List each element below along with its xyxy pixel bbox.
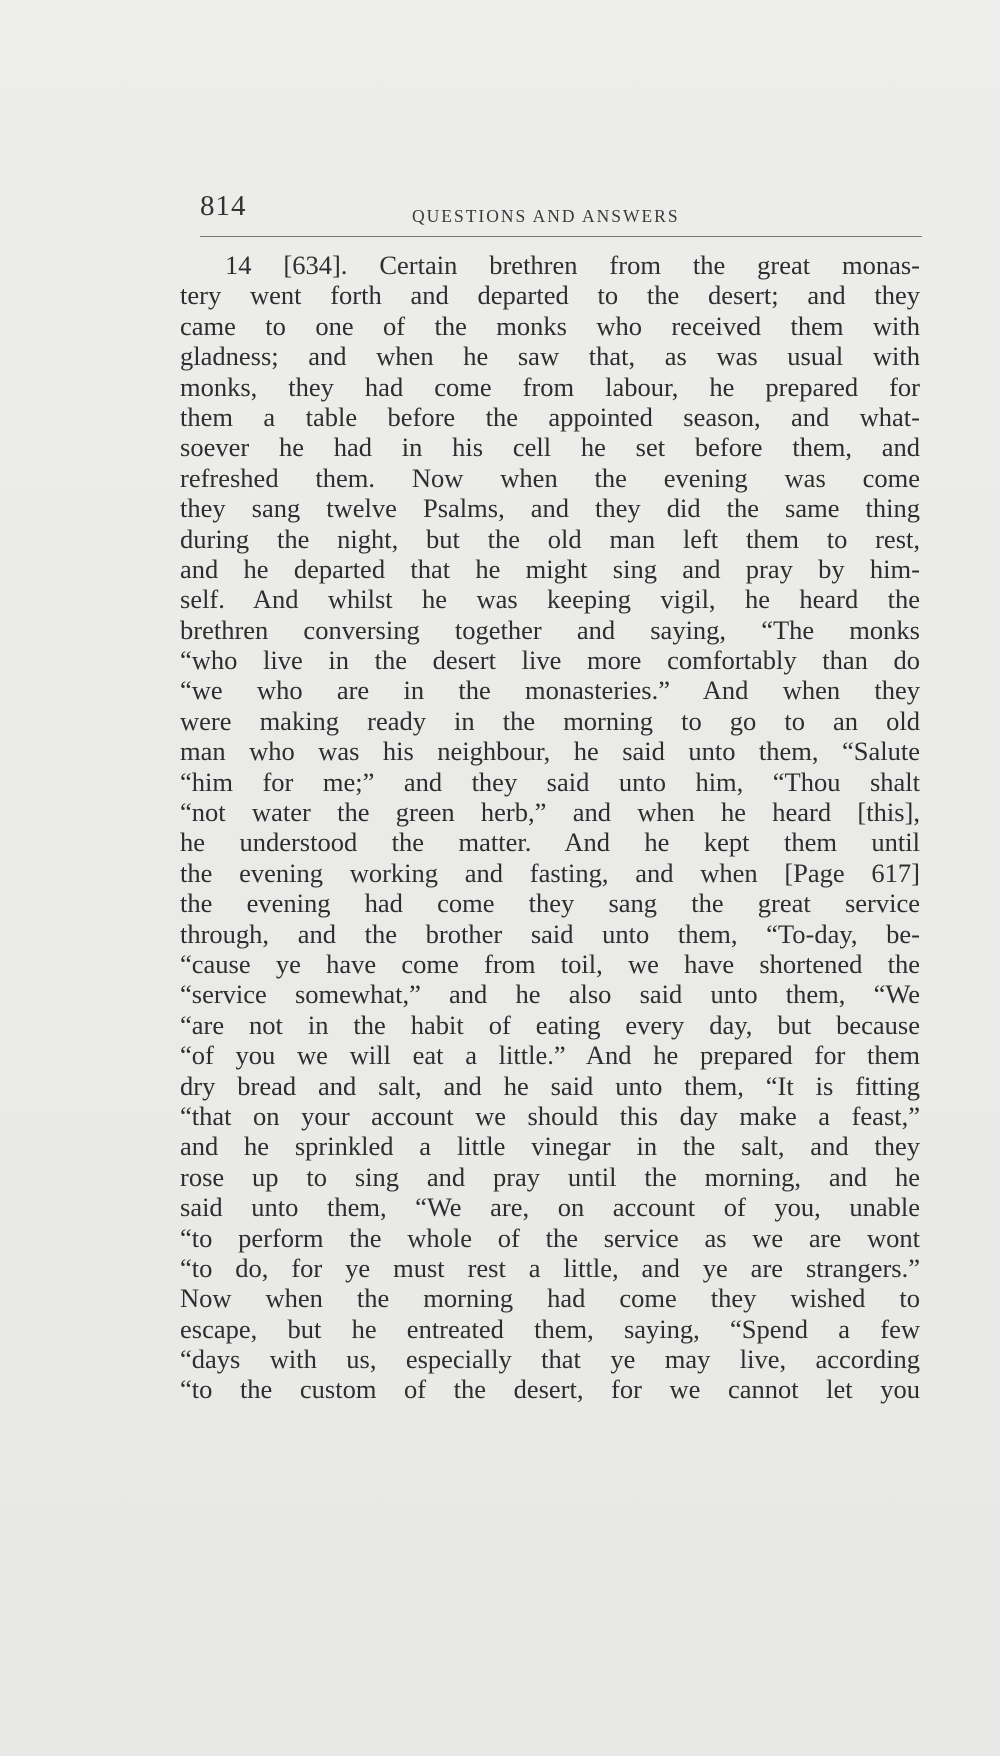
text-line: “not water the green herb,” and when he heard [this], [180, 797, 920, 828]
header-rule [200, 236, 922, 237]
running-head: QUESTIONS AND ANSWERS [412, 206, 680, 226]
page-number: 814 [200, 190, 247, 222]
text-line: them a table before the appointed season, and what- [180, 401, 920, 432]
text-line: gladness; and when he saw that, as was usual with [180, 341, 920, 372]
text-line: they sang twelve Psalms, and they did the same thing [180, 493, 920, 524]
text-line: 14 [634]. Certain brethren from the great monas- [225, 250, 920, 280]
text-line: monks, they had come from labour, he prepared for [180, 371, 920, 402]
text-line: were making ready in the morning to go to an old [180, 705, 920, 736]
text-line: “are not in the habit of eating every day, but because [180, 1009, 920, 1040]
text-line: the evening working and fasting, and when [Page 617] [180, 857, 920, 888]
text-line: refreshed them. Now when the evening was come [180, 462, 920, 493]
text-line: “cause ye have come from toil, we have shortened the [180, 948, 920, 979]
text-line: self. And whilst he was keeping vigil, he heard the [180, 584, 920, 615]
text-line: “days with us, especially that ye may live, according [180, 1344, 920, 1375]
text-line: man who was his neighbour, he said unto them, “Salute [180, 736, 920, 767]
text-line: “to perform the whole of the service as we are wont [180, 1222, 920, 1253]
text-line: came to one of the monks who received them with [180, 310, 920, 341]
text-line: Now when the morning had come they wished to [180, 1283, 920, 1314]
text-line: “that on your account we should this day make a feast,” [180, 1100, 920, 1131]
text-line: during the night, but the old man left them to rest, [180, 523, 920, 554]
text-line: he understood the matter. And he kept them until [180, 827, 920, 858]
text-line: escape, but he entreated them, saying, “Spend a few [180, 1313, 920, 1344]
text-line: “to do, for ye must rest a little, and ye are strangers.” [180, 1252, 920, 1283]
text-line: rose up to sing and pray until the morning, and he [180, 1161, 920, 1192]
page-header [200, 190, 922, 230]
text-line: “him for me;” and they said unto him, “Thou shalt [180, 766, 920, 797]
text-line: “to the custom of the desert, for we cannot let you [180, 1374, 920, 1405]
text-line: through, and the brother said unto them, “To-day, be- [180, 918, 920, 949]
text-line: “we who are in the monasteries.” And when they [180, 675, 920, 706]
text-line: and he sprinkled a little vinegar in the salt, and they [180, 1131, 920, 1162]
text-line: said unto them, “We are, on account of you, unable [180, 1192, 920, 1223]
text-line: dry bread and salt, and he said unto them, “It is fitting [180, 1070, 920, 1101]
text-line: soever he had in his cell he set before them, and [180, 432, 920, 463]
text-line: “who live in the desert live more comfortably than do [180, 645, 920, 676]
text-line: brethren conversing together and saying, “The monks [180, 614, 920, 645]
text-line: “of you we will eat a little.” And he prepared for them [180, 1040, 920, 1071]
body-text [180, 250, 920, 1405]
text-line: tery went forth and departed to the desert; and they [180, 280, 920, 311]
text-line: “service somewhat,” and he also said unto them, “We [180, 979, 920, 1010]
text-line: and he departed that he might sing and pray by him- [180, 553, 920, 584]
text-line: the evening had come they sang the great service [180, 888, 920, 919]
